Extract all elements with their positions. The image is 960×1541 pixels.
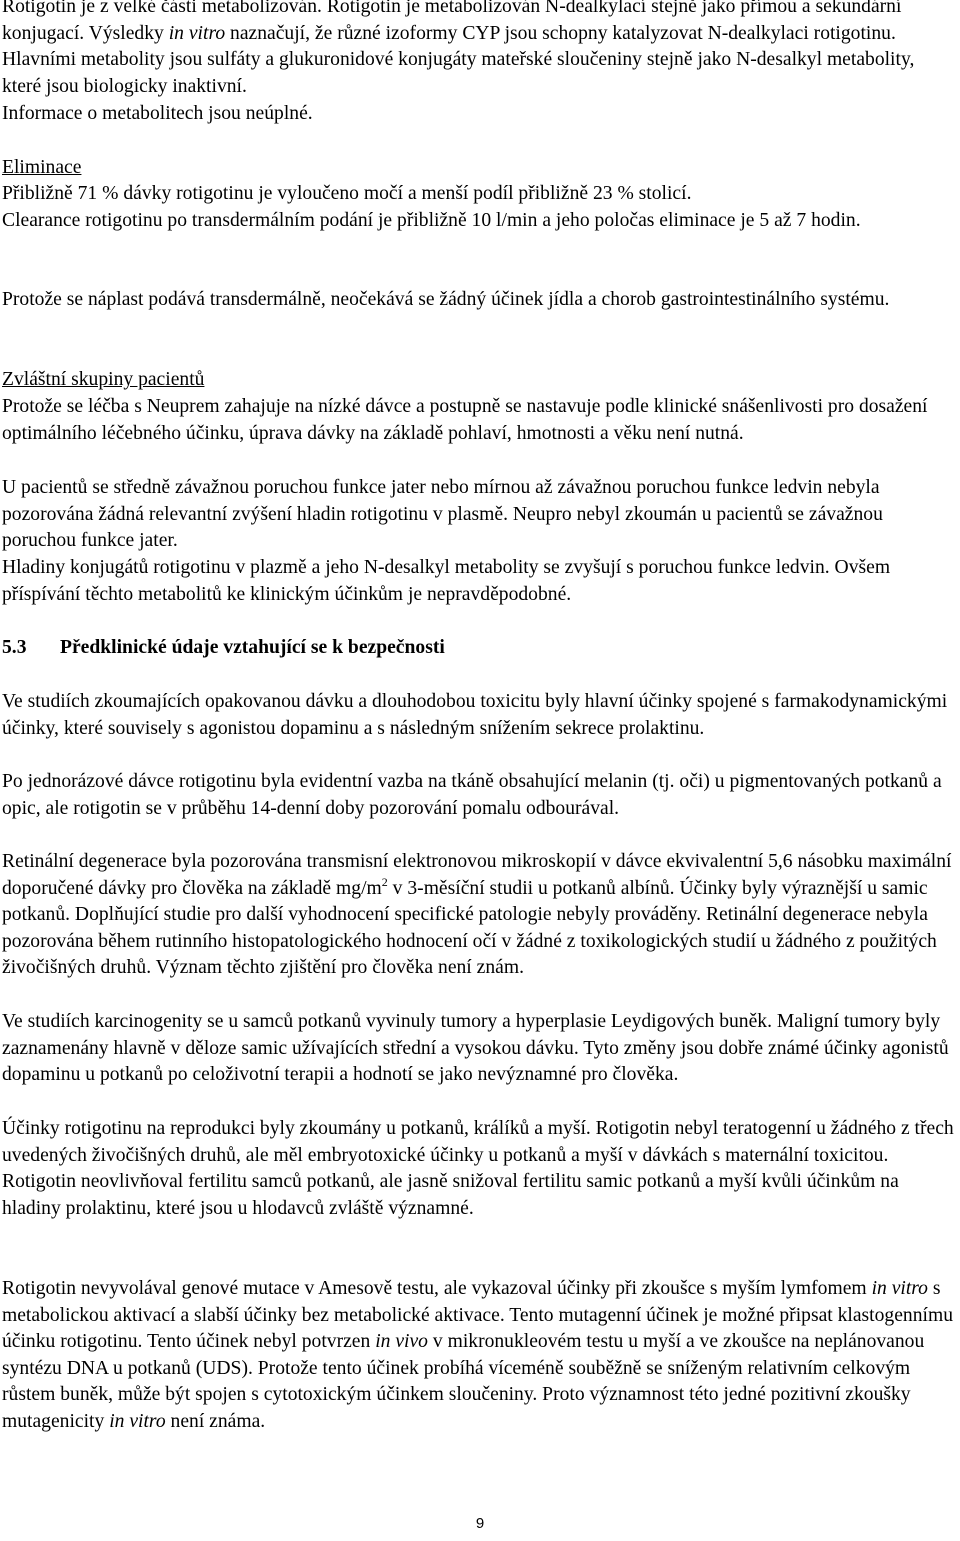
italic-run: in vitro [109, 1410, 166, 1432]
special-groups-paragraph-3: Hladiny konjugátů rotigotinu v plazmě a jeho N-desalkyl metabolity se zvyšují s poruchou funkce ledvin. Ovšem příspívání těchto metabolitů ke klinickým účinkům je nepravděpodobné. [2, 557, 891, 605]
page-number: 9 [475, 1515, 485, 1532]
metabolism-paragraph [2, 0, 958, 100]
text-run: Retinální degenerace byla pozorována transmisní elektronovou mikroskopií v dávce ekvivalentní 5,6 násobku maximální doporučené dávky pro člověka na základě mg/m [2, 851, 952, 899]
preclinical-paragraph-6 [2, 1276, 958, 1435]
text-run: Rotigotin nevyvolával genové mutace v Amesově testu, ale vykazoval účinky při zkoušce s myším lymfomem [2, 1278, 867, 1299]
text-run: v mikronukleovém testu u myší a ve zkoušce na neplánovanou syntézu DNA u potkanů (UDS). Protože tento účinek probíhá víceméně souběžně se sníženým relativním celkovým růstem buněk, může být spojen s cytotoxickým účinkem sloučeniny. Proto významnost této jedné pozitivní zkoušky mutagenicity [2, 1331, 925, 1432]
special-groups-heading: Zvláštní skupiny pacientů [2, 369, 205, 390]
elimination-paragraph-1: Přibližně 71 % dávky rotigotinu je vyloučeno močí a menší podíl přibližně 23 % stolicí. [2, 183, 692, 204]
elimination-paragraph-3: Protože se náplast podává transdermálně, neočekává se žádný účinek jídla a chorob gastrointestinálního systému. [2, 289, 890, 310]
special-groups-paragraph-1: Protože se léčba s Neuprem zahajuje na nízké dávce a postupně se nastavuje podle klinické snášenlivosti pro dosažení optimálního léčebného účinku, úprava dávky na základě pohlaví, hmotnosti a věku není nutná. [2, 396, 928, 444]
special-groups-paragraph-2: U pacientů se středně závažnou poruchou funkce jater nebo mírnou až závažnou poruchou funkce ledvin nebyla pozorována žádná relevantní zvýšení hladin rotigotinu v plasmě. Neupro nebyl zkoumán u pacientů se závažnou poruchou funkce jater. [2, 477, 883, 551]
italic-run: in vitro [168, 22, 226, 44]
superscript: 2 [381, 874, 388, 889]
italic-run: in vitro [871, 1278, 928, 1299]
elimination-paragraph-2: Clearance rotigotinu po transdermálním podání je přibližně 10 l/min a jeho poločas eliminace je 5 až 7 hodin. [2, 210, 861, 231]
text-run: naznačují, že různé izoformy CYP jsou schopny katalyzovat N-dealkylaci rotigotinu. Hlavními metabolity jsou sulfáty a glukuronidové konjugáty mateřské sloučeniny stejně jako N-desalkyl metabolity, které jsou biologicky inaktivní. [2, 22, 915, 97]
preclinical-paragraph-3 [2, 849, 958, 982]
section-number: 5.3 [2, 637, 27, 658]
preclinical-paragraph-1: Ve studiích zkoumajících opakovanou dávku a dlouhodobou toxicitu byly hlavní účinky spojené s farmakodynamickými účinky, které souvisely s agonistou dopaminu a s následným snížením sekrece prolaktinu. [2, 691, 948, 739]
preclinical-paragraph-2: Po jednorázové dávce rotigotinu byla evidentní vazba na tkáně obsahující melanin (tj. oči) u pigmentovaných potkanů a opic, ale rotigotin se v průběhu 14-denní doby pozorování pomalu odbourával. [2, 771, 942, 819]
elimination-heading: Eliminace [2, 157, 82, 178]
text-run: v 3-měsíční studii u potkanů albínů. Účinky byly výraznější u samic potkanů. Doplňující studie pro další vyhodnocení specifické patologie nebyly prováděny. Retinální degenerace nebyla pozorována během rutinního histopatologického hodnocení očí v žádné z toxikologických studií u žádného z použitých živočišných druhů. Význam těchto zjištění pro člověka není znám. [2, 877, 937, 978]
text-run: Rotigotin je z velké části metabolizován. Rotigotin je metabolizován N-dealkylací stejně jako přímou a sekundární konjugací. Výsledky [2, 0, 902, 44]
metabolism-note: Informace o metabolitech jsou neúplné. [2, 103, 313, 124]
preclinical-paragraph-4: Ve studiích karcinogenity se u samců potkanů vyvinuly tumory a hyperplasie Leydigových buněk. Maligní tumory byly zaznamenány hlavně v děloze samic užívajících střední a vysokou dávku. Tyto změny jsou dobře známé účinky agonistů dopaminu u potkanů po celoživotní terapii a hodnotí se jako nevýznamné pro člověka. [2, 1011, 949, 1085]
preclinical-paragraph-5: Účinky rotigotinu na reprodukci byly zkoumány u potkanů, králíků a myší. Rotigotin nebyl teratogenní u žádného z třech uvedených živočišných druhů, ale měl embryotoxické účinky u potkanů a myší v dávkách s maternální toxicitou. Rotigotin neovlivňoval fertilitu samců potkanů, ale jasně snižoval fertilitu samic potkanů a myší kvůli účinkům na hladiny prolaktinu, které jsou u hlodavců zvláště významné. [2, 1118, 954, 1219]
text-run: s metabolickou aktivací a slabší účinky bez metabolické aktivace. Tento mutagenní účinek je možné připsat klastogennímu účinku rotigotinu. Tento účinek nebyl potvrzen [2, 1278, 953, 1352]
italic-run: in vivo [375, 1331, 428, 1352]
section-heading [2, 635, 958, 662]
section-title: Předklinické údaje vztahující se k bezpečnosti [60, 637, 445, 658]
text-run: není známa. [170, 1410, 266, 1432]
